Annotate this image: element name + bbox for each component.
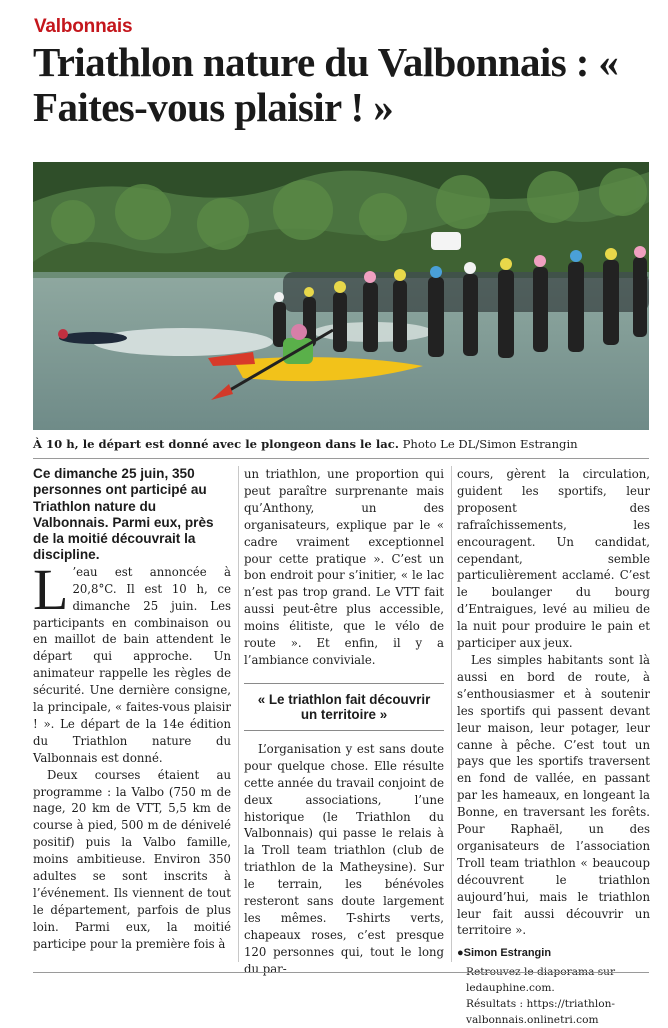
photo-caption <box>33 436 653 452</box>
column-3 <box>457 466 650 1028</box>
info-diaporama: Retrouvez le diaporama sur ledauphine.com. <box>466 966 616 995</box>
photo-credit: Photo Le DL/Simon Estrangin <box>402 437 578 451</box>
paragraph-3: un triathlon, une proportion qui peut paraître surprenante mais qu’Anthony, un des organisateurs, explique par le « cadre vraiment exceptionnel pour cette pratique ». C’est un bon endroit pour s’initier, « le lac n’est pas trop grand. Le VTT fait aussi peut-être plus accessible, moins élitiste, que le vélo de route ». Et enfin, il y a l’ambiance conviviale. <box>244 467 444 667</box>
column-2 <box>244 466 444 978</box>
paragraph-1 <box>33 556 231 767</box>
top-rule <box>33 458 649 459</box>
article-lead: Ce dimanche 25 juin, 350 personnes ont participé au Triathlon nature du Valbonnais. Parmi eux, près de la moitié découvrait la discipline. <box>33 466 214 563</box>
drop-cap: L <box>33 556 69 622</box>
bullet-icon: ● <box>457 947 464 960</box>
info-results: Résultats : https://triathlon-valbonnais.onlinetri.com <box>466 997 616 1026</box>
paragraph-6: Les simples habitants sont là aussi en bord de route, à s’enthousiasmer et à soutenir les sportifs qui passent devant leur maison, leur potager, leur canne à pêche. C’est tout un pays que les sportifs traversent en fond de vallée, en passant par les hameaux, en longeant la Bonne, en traversant les forêts. Pour Raphaël, un des organisateurs de l’association Troll team triathlon « beaucoup découvrent le triathlon aujourd’hui, mais le triathlon leur fait aussi découvrir un territoire ». <box>457 652 650 938</box>
intertitle: « Le triathlon fait découvrir un territoire » <box>244 683 444 731</box>
paragraph-2: Deux courses étaient au programme : la Valbo (750 m de nage, 20 km de VTT, 5,5 km de course à pied, 500 m de dénivelé positif) puis la Valbo famille, moins ambitieuse. Environ 350 adultes se sont inscrits à l’événement. Ils viennent de tout le département, parfois de plus loin. Parmi eux, la moitié participe pour la première fois à <box>33 767 231 951</box>
column-separator <box>451 466 452 962</box>
paragraph-4: L’organisation y est sans doute pour quelque chose. Elle résulte cette année du travail conjoint de deux associations, l’une historique (le Triathlon du Valbonnais) qui passe le relais à la Troll team triathlon (club de triathlon de la Matheysine). Sur le terrain, les bénévoles resteront sans doute largement les mêmes. T-shirts verts, chapeaux roses, c’est presque 120 personnes qui, tout le long du par- <box>244 741 444 976</box>
article-photo <box>33 162 649 430</box>
column-separator <box>238 466 239 962</box>
article-headline: Triathlon nature du Valbonnais : « Faites-vous plaisir ! » <box>33 39 619 130</box>
bottom-rule <box>33 972 649 973</box>
section-rubric: Valbonnais <box>34 16 133 37</box>
paragraph-5: cours, gèrent la circulation, guident les sportifs, leur proposent des rafraîchissements, les encouragent. Un candidat, cependant, semble particulièrement acclamé. C’est le boulanger du bourg d’Entraigues, levé au milieu de la nuit pour produire le pain et participer aux jeux. <box>457 467 650 651</box>
caption-text: À 10 h, le départ est donné avec le plongeon dans le lac. <box>33 437 399 451</box>
author-name: Simon Estrangin <box>463 947 552 960</box>
column-1 <box>33 466 231 953</box>
author-signature <box>457 945 650 962</box>
paragraph-1-text: ’eau est annoncée à 20,8°C. Il est 10 h, ce dimanche 25 juin. Les participants en combinaison ou en maillot de bain attendent le départ qui approche. Un animateur rappelle les règles de sécurité. Une dernière consigne, la principale, « faites-vous plaisir ! ». Le départ de la 14e édition du Triathlon nature du Valbonnais est donné. <box>33 564 231 765</box>
